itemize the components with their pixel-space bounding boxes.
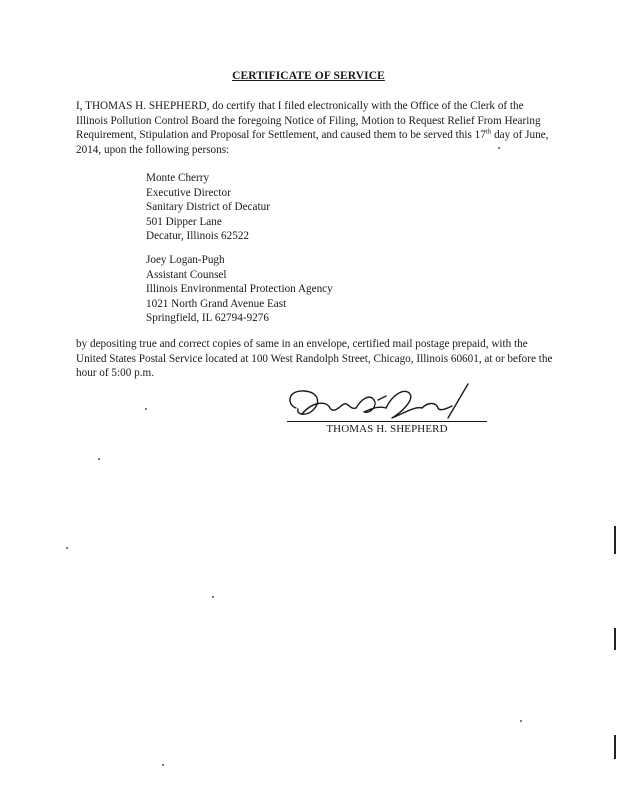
recipient-city: Decatur, Illinois 62522 (146, 230, 250, 243)
recipient-address-block (146, 171, 466, 244)
scan-speck (66, 547, 68, 549)
recipient-title: Assistant Counsel (146, 268, 227, 281)
scan-speck (145, 408, 147, 410)
recipient-city: Springfield, IL 62794-9276 (146, 312, 269, 325)
scan-speck (162, 764, 164, 766)
recipient-name: Joey Logan-Pugh (146, 254, 225, 266)
certification-paragraph (76, 99, 556, 157)
recipient-organization: Illinois Environmental Protection Agency (146, 283, 333, 296)
scan-edge-mark (614, 735, 616, 759)
signatory-name: THOMAS H. SHEPHERD (326, 423, 448, 435)
handwritten-signature (282, 378, 482, 422)
scan-speck (520, 720, 522, 722)
signature-line (287, 421, 487, 422)
document-title: CERTIFICATE OF SERVICE (232, 70, 385, 82)
scan-edge-mark (614, 628, 616, 650)
recipient-street: 1021 North Grand Avenue East (146, 297, 287, 310)
recipient-organization: Sanitary District of Decatur (146, 201, 270, 214)
scan-edge-mark (614, 526, 616, 554)
recipient-name: Monte Cherry (146, 172, 210, 184)
ordinal-suffix: th (485, 127, 492, 136)
certification-text: I, THOMAS H. SHEPHERD, do certify that I filed electronically with the Office of the Clerk of the Illinois Pollution Control Board the foregoing Notice of Filing, Motion to Request Relief From Hearing Requirement, Stipulation and Proposal for Settlement, and caused them to be served this 17 (76, 100, 541, 141)
certification-text-end: day of June, 2014, upon the following persons: (76, 129, 549, 156)
delivery-paragraph: by depositing true and correct copies of same in an envelope, certified mail postage prepaid, with the United States Postal Service located at 100 West Randolph Street, Chicago, Illinois 60601, at or before the hour of 5:00 p.m. (76, 338, 553, 379)
recipient-street: 501 Dipper Lane (146, 215, 222, 228)
scan-speck (98, 458, 100, 460)
recipient-address-block (146, 253, 466, 326)
scan-speck (212, 596, 214, 598)
recipient-title: Executive Director (146, 186, 231, 199)
scan-speck (498, 147, 500, 149)
